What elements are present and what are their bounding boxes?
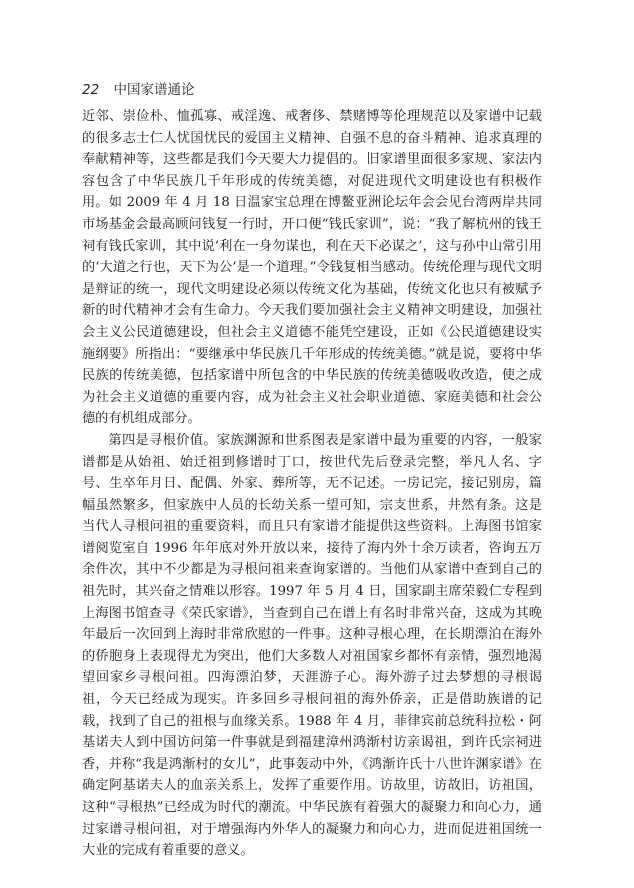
page-number: 22 [82, 82, 100, 98]
body-text [82, 106, 542, 862]
book-title: 中国家谱通论 [113, 82, 195, 98]
paragraph-continued: 近邻、崇俭朴、恤孤寡、戒淫逸、戒奢侈、禁赌博等伦理规范以及家谱中记载的很多志士仁人忧国忧民的爱国主义精神、自强不息的奋斗精神、追求真理的奉献精神等，这些都是我们今天要大力提倡的。旧家谱里面很多家规、家法内容包含了中华民族几千年形成的传统美德，对促进现代文明建设也有积极作用。如 2009 年 4 月 18 日温家宝总理在博鳌亚洲论坛年会会见台湾两岸共同市场基金会最高顾问钱复一行时，开口便“钱氏家训”，说：“我了解杭州的钱王祠有钱氏家训，其中说‘利在一身勿谋也，利在天下必谋之’，这与孙中山常引用的‘大道之行也，天下为公’是一个道理。”令钱复相当感动。传统伦理与现代文明是辩证的统一，现代文明建设必须以传统文化为基础，传统文化也只有被赋予新的时代精神才会有生命力。今天我们要加强社会主义精神文明建设，加强社会主义公民道德建设，但社会主义道德不能凭空建设，正如《公民道德建设实施纲要》所指出：“要继承中华民族几千年形成的传统美德。”就是说，要将中华民族的传统美德，包括家谱中所包含的中华民族的传统美德吸收改造，使之成为社会主义道德的重要内容，成为社会主义社会职业道德、家庭美德和社会公德的有机组成部分。 [82, 109, 542, 427]
running-header [82, 78, 194, 98]
paragraph-root-seeking-value: 第四是寻根价值。家族渊源和世系图表是家谱中最为重要的内容，一般家谱都是从始祖、始迁祖到修谱时丁口，按世代先后登录完整，举凡人名、字号、生卒年月日、配偶、外家、葬所等，无不记述。一房记完，接记别房，篇幅虽然繁多，但家族中人员的长幼关系一望可知，宗支世系，井然有条。这是当代人寻根问祖的重要资料，而且只有家谱才能提供这些资料。上海图书馆家谱阅览室自 1996 年年底对外开放以来，接待了海内外十余万读者，咨询五万余件次，其中不少都是为寻根问祖来查询家谱的。当他们从家谱中查到自己的祖先时，其兴奋之情难以形容。1997 年 5 月 4 日，国家副主席荣毅仁专程到上海图书馆查寻《荣氏家谱》，当查到自己在谱上有名时非常兴奋，这成为其晚年最后一次回到上海时非常欣慰的一件事。这种寻根心理，在长期漂泊在海外的侨胞身上表现得尤为突出，他们大多数人对祖国家乡都怀有亲情，强烈地渴望回家乡寻根问祖。四海漂泊梦，天涯游子心。海外游子过去梦想的寻根谒祖，今天已经成为现实。许多回乡寻根问祖的海外侨亲，正是借助族谱的记载，找到了自己的祖根与血缘关系。1988 年 4 月，菲律宾前总统科拉松・阿基诺夫人到中国访问第一件事就是到福建漳州鸿渐村访亲谒祖，到许氏宗祠进香，并称“我是鸿渐村的女儿”，此事轰动中外，《鸿渐许氏十八世许渊家谱》在确定阿基诺夫人的血亲关系上，发挥了重要作用。访故里，访故旧，访祖国，这种“寻根热”已经成为时代的潮流。中华民族有着强大的凝聚力和向心力，通过家谱寻根问祖，对于增强海内外华人的凝聚力和向心力，进而促进祖国统一大业的完成有着重要的意义。 [82, 432, 542, 859]
